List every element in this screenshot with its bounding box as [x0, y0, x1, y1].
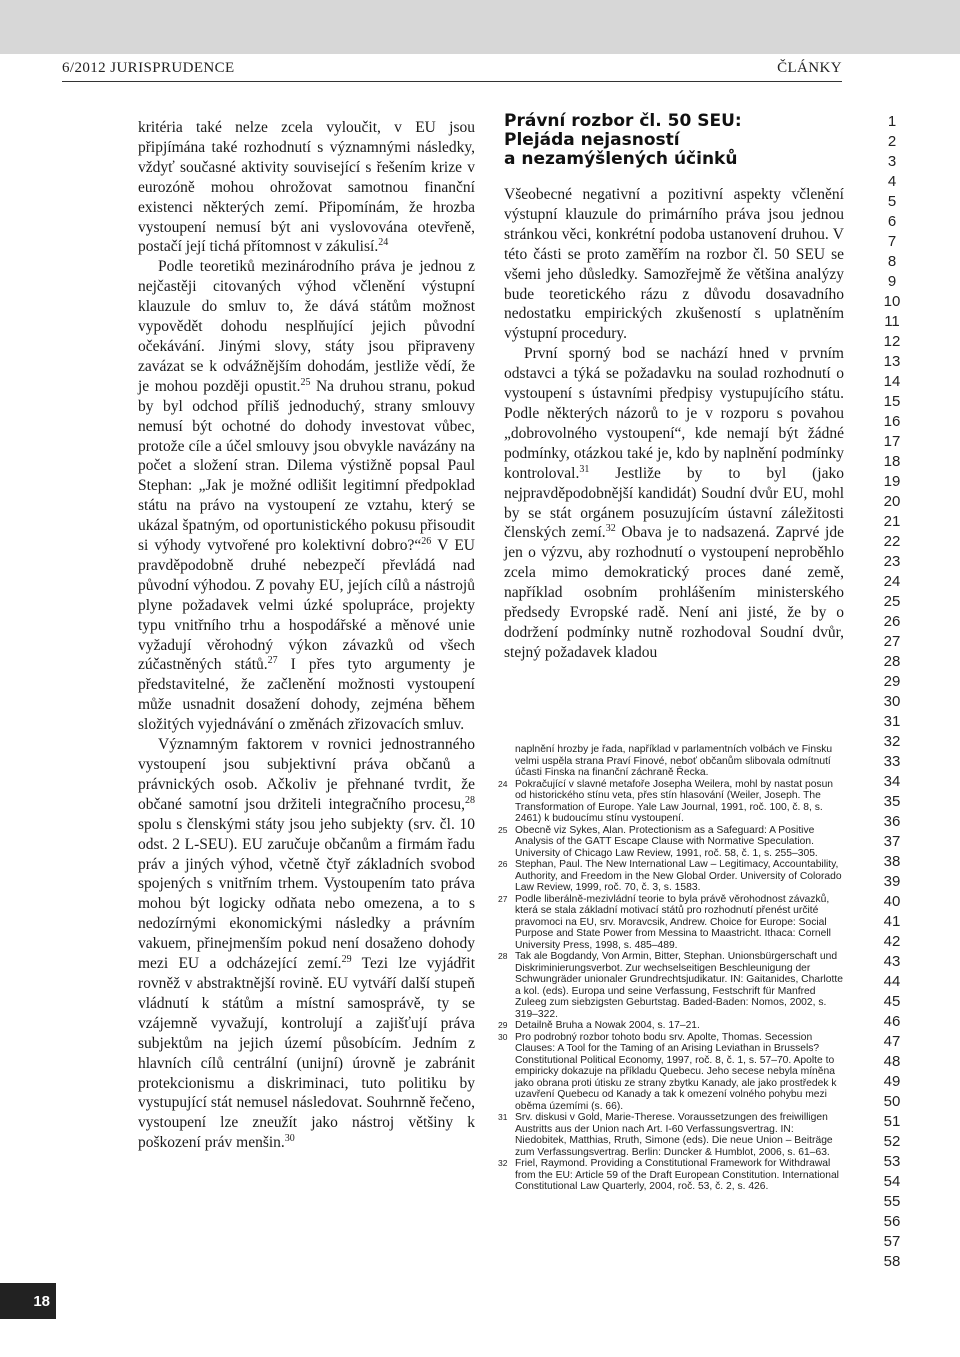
line-number: 45	[883, 993, 901, 1010]
section-heading	[504, 112, 844, 169]
line-number: 58	[883, 1253, 901, 1270]
footnote	[498, 1020, 844, 1032]
line-number: 20	[883, 493, 901, 510]
footnote-text: Friel, Raymond. Providing a Constitutional Framework for Withdrawal from the EU: Article 59 of the Draft European Constitution. International Constitutional Law Quarterly, 2004, roč. 53, č. 2, s. 426.	[515, 1158, 839, 1192]
line-number: 26	[883, 613, 901, 630]
line-number: 28	[883, 653, 901, 670]
footnote-text: Pro podrobný rozbor tohoto bodu srv. Apolte, Thomas. Secession Clauses: A Tool for the Taming of an Arising Leviathan in Brussels? Constitutional Political Economy, 1997, roč. 8, č. 1, s. 57–70. Apolte to empiricky dokazuje na příkladu Quebecu. Jeho secese nebyla míněna jako obrana proti útisku ze strany zbytku Kanady, ale jako prostředek k uzavření Quebecu od Kanady a tak k omezení volného pohybu mezi oběma územími (s. 66).	[515, 1031, 837, 1112]
line-number: 57	[883, 1233, 901, 1250]
footnote-number: 30	[498, 1031, 508, 1042]
paragraph	[504, 185, 844, 344]
footnote-text: Detailně Bruha a Nowak 2004, s. 17–21.	[515, 1020, 700, 1031]
footnote-number: 32	[498, 1158, 508, 1168]
left-column	[138, 118, 475, 1153]
footnote	[498, 825, 844, 860]
line-number: 13	[883, 353, 901, 370]
line-number: 50	[883, 1093, 901, 1110]
line-number: 49	[883, 1073, 901, 1090]
footnote-number: 29	[498, 1020, 508, 1030]
paragraph-text: spolu s členskými státy jsou jeho subjekty (srv. čl. 10 odst. 2 L-SEU). EU zaručuje občanům a firmám řadu práv a jiných výhod, včetně čtyř základních svobod spojených s vnitřním trhem. Vystoupením tato práva mohou být logicky odňata nebo omezena, a to s nedozírnými ekonomickými následky a právním vakuem, přinejmenším pokud není dosaženo dohody mezi EU a odcházející zemí.	[138, 815, 475, 973]
top-bar	[0, 0, 960, 54]
header-rule	[62, 81, 842, 82]
paragraph-text: kritéria také nelze zcela vyloučit, v EU jsou připjímána také rozhodnutí s významnými následky, vždyť současné aktivity související s řešením krize v eurozóně mohou ohrožovat samotnou finanční existenci některých zemí. Připomínám, že hrozba vystoupení nemusí být ani vyslovována otevřeně, postačí její tichá přítomnost v zákulisí.	[138, 119, 475, 256]
line-number: 31	[883, 713, 901, 730]
paragraph-text: Jestliže by to byl (jako nejpravděpodobnější kandidát) Soudní dvůr EU, mohl by se stát orgánem posuzujícím ústavní záležitosti členských zemí.	[504, 464, 844, 542]
line-number: 53	[883, 1153, 901, 1170]
line-number: 27	[883, 633, 901, 650]
footnote-reference[interactable]: 27	[267, 655, 278, 667]
line-number: 36	[883, 813, 901, 830]
line-number: 37	[883, 833, 901, 850]
line-number: 5	[887, 193, 897, 210]
page-number-tab	[0, 1283, 56, 1319]
line-number: 1	[887, 113, 897, 130]
paragraph	[138, 257, 475, 735]
footnote-number: 28	[498, 951, 508, 961]
line-numbers	[872, 112, 912, 1272]
line-number: 8	[887, 253, 897, 270]
line-number: 14	[883, 373, 901, 390]
section-heading-line: a nezamýšlených účinků	[504, 149, 738, 169]
line-number: 11	[884, 313, 900, 330]
footnote-text: naplnění hrozby je řada, například v parlamentních volbách ve Finsku velmi uspěla strana Praví Finové, neboť občanům slibovala odmítnutí účasti Finska na finanční záchraně Řecka.	[515, 744, 833, 778]
footnote	[498, 951, 844, 1020]
footnote-text: Obecně viz Sykes, Alan. Protectionism as a Safeguard: A Positive Analysis of the GATT Escape Clause with Normative Speculation. University of Chicago Law Review, 1991, roč. 58, č. 1, s. 255–305.	[515, 824, 818, 859]
line-number: 24	[883, 573, 901, 590]
footnote-reference[interactable]: 29	[341, 953, 352, 965]
section-header: ČLÁNKY	[777, 60, 842, 76]
right-column	[504, 112, 844, 663]
line-number: 6	[887, 213, 897, 230]
footnotes	[498, 744, 844, 1193]
paragraph	[138, 735, 475, 1153]
line-number: 38	[883, 853, 901, 870]
footnote	[498, 1112, 844, 1158]
paragraph-text: V EU pravděpodobně druhé nebezpečí převládá nad původní výhodou. Z povahy EU, jejích cílů a nástrojů plyne požadavek velmi úzké spolupráce, projekty typu vnitřního trhu a hospodářské a měnové unie vyžadují věrohodný výkon závazků od všech zúčastněných států.	[138, 537, 475, 674]
paragraph-text: Významným faktorem v rovnici jednostranného vystoupení jsou subjektivní práva občanů a právnických osob. Ačkoliv je přehnané tvrdit, že občané samotní jsou držiteli integračního procesu,	[138, 736, 475, 813]
footnote-reference[interactable]: 26	[421, 535, 432, 547]
footnote	[498, 894, 844, 952]
line-number: 17	[883, 433, 901, 450]
line-number: 56	[883, 1213, 901, 1230]
line-number: 25	[883, 593, 901, 610]
footnote-number: 27	[498, 893, 508, 904]
line-number: 39	[883, 873, 901, 890]
line-number: 54	[883, 1173, 901, 1190]
line-number: 43	[883, 953, 901, 970]
footnote-reference[interactable]: 30	[284, 1133, 295, 1145]
footnote-reference[interactable]: 32	[605, 523, 616, 535]
footnote-number: 26	[498, 859, 508, 869]
section-heading-line: Plejáda nejasností	[504, 130, 680, 150]
line-number: 29	[883, 673, 901, 690]
line-number: 51	[883, 1113, 901, 1130]
line-number: 42	[883, 933, 901, 950]
footnote-reference[interactable]: 28	[465, 794, 475, 806]
footnote-text: Stephan, Paul. The New International Law – Legitimacy, Accountability, Authority, and Freedom in the New Global Order. University of Colorado Law Review, 1999, roč. 70, č. 3, s. 1583.	[515, 859, 842, 893]
line-number: 40	[883, 893, 901, 910]
line-number: 10	[883, 293, 901, 310]
footnote-text: Srv. diskusi v Gold, Marie-Therese. Voraussetzungen des freiwilligen Austritts aus der Union nach Art. I-60 Verfassungsvertrag. IN: Niedobitek, Matthias, Rruth, Simone (eds). Die neue Union – Beiträge zum Verfassungsvertrag. Berlin: Duncker & Humblot, 2006, s. 61–63.	[515, 1112, 833, 1158]
line-number: 2	[887, 133, 897, 150]
paragraph	[138, 118, 475, 257]
line-number: 32	[883, 733, 901, 750]
footnote-number	[498, 744, 515, 779]
footnote-text: Tak ale Bogdandy, Von Armin, Bitter, Stephan. Unionsbürgerschaft und Diskriminierungsverbot. Zur wechselseitigen Beschleunigung der Schwungräder unionaler Grundrechtsjudikatur. IN: Gaitanides, Charlotte a kol. (eds). Europa und seine Verfassung, Festschrift für Manfred Zuleeg zum siebzigsten Geburtstag. Baded-Baden: Nomos, 2002, s. 319–322.	[515, 951, 843, 1020]
footnote	[498, 744, 844, 779]
line-number: 7	[887, 233, 897, 250]
line-number: 34	[883, 773, 901, 790]
footnote	[498, 1032, 844, 1113]
line-number: 48	[883, 1053, 901, 1070]
line-number: 47	[883, 1033, 901, 1050]
line-number: 4	[887, 173, 897, 190]
line-number: 18	[883, 453, 901, 470]
line-number: 41	[883, 913, 901, 930]
line-number: 21	[883, 513, 901, 530]
line-number: 30	[883, 693, 901, 710]
journal-header: 6/2012 JURISPRUDENCE	[62, 60, 235, 76]
footnote	[498, 779, 844, 825]
line-number: 23	[883, 553, 901, 570]
line-number: 55	[883, 1193, 901, 1210]
line-number: 9	[887, 273, 897, 290]
paragraph-text: Tezi lze vyjádřit rovněž v abstraktnější rovině. EU vytváří další stupeň vládnutí k státům a místní samosprávě, ty se vzájemně vyvažují, kontrolují a zajišťují práva subjektům na jejich území působícím. Jedním z hlavních cílů centrální (unijní) úrovně je zabránit protekcionismu a diskriminaci, tuto politiku by vystupující stát nemusel následovat. Souhrnně řečeno, vystoupení lze zneužít jako nástroj většiny k poškození práv menšin.	[138, 955, 476, 1152]
line-number: 22	[883, 533, 901, 550]
paragraph	[504, 344, 844, 663]
paragraph-text: Všeobecné negativní a pozitivní aspekty včlenění výstupní klauzule do primárního práva jsou jednou stránkou věci, konkrétní podoba ustanovení druhou. V této části se proto zaměřím na rozbor čl. 50 SEU se všemi jeho důsledky. Samozřejmě že většina analýzy bude teoretického rázu z důvodu dosavadního nedostatku empirických zkušeností s uplatněním výstupní procedury.	[504, 186, 844, 343]
paragraph-text: Obava je to nadsazená. Zaprvé jde jen o výzvu, aby rozhodnutí o vystoupení neproběhlo zcela mimo demokratický proces dané země, například osobním prohlášením ministerského předsedy Evropské radě. Není ani jisté, že by o dodržení podmínky nutně rozhodoval Soudní dvůr, stejný požadavek kladou	[504, 524, 844, 661]
section-heading-line: Právní rozbor čl. 50 SEU:	[504, 111, 742, 131]
footnote-number: 31	[498, 1112, 508, 1122]
line-number: 46	[883, 1013, 901, 1030]
page-number: 18	[33, 1292, 50, 1310]
footnote-text: Podle liberálně-mezivládní teorie to byla právě věrohodnost závazků, která se stala základní motivací států pro rozhodnutí přenést určité pravomoci na EU, srv. Moravcsik, Andrew. Choice for Europe: Social Purpose and State Power from Messina to Maastricht. Ithaca: Cornell University Press, 1998, s. 485–489.	[515, 893, 831, 951]
line-number: 52	[883, 1133, 901, 1150]
line-number: 15	[883, 393, 901, 410]
footnote-reference[interactable]: 31	[579, 463, 590, 475]
paragraph-text: Na druhou stranu, pokud by byl odchod příliš jednoduchý, strany smlouvy nemusí být ochotné do dohody investovat vůbec, protože cíle a účel smlouvy jsou obvykle navázány na počet a složení stran. Dilema výstižně popsal Paul Stephan: „Jak je možné odlišit legitimní předpoklad státu na právo na vystoupení ze vztahu, který se ukázal špatným, od oportunistického pokusu přisoudit si výhody vytvořené pro kolektivní dobro?“	[138, 377, 475, 555]
line-number: 16	[883, 413, 901, 430]
footnote	[498, 1158, 844, 1193]
footnote-number: 25	[498, 824, 508, 835]
right-column-body	[504, 185, 844, 663]
line-number: 3	[887, 153, 897, 170]
line-number: 33	[883, 753, 901, 770]
footnote-number: 24	[498, 778, 508, 789]
footnote	[498, 859, 844, 894]
paragraph-text: První sporný bod se nachází hned v prvním odstavci a týká se požadavku na soulad rozhodnutí o vystoupení s ústavními předpisy vystupujícího státu. Podle některých názorů to je v rozporu s povahou „dobrovolného vystoupení“, kde nemají být žádné podmínky, otázkou také je, kdo by naplnění podmínky kontroloval.	[504, 345, 844, 482]
line-number: 19	[883, 473, 901, 490]
line-number: 12	[883, 333, 901, 350]
paragraph-text: Podle teoretiků mezinárodního práva je jednou z nejčastěji citovaných výhod včlenění výstupní klauzule do smluv to, že dává státům možnost vypovědět dohodu nesplňující jejich původní očekávání. Jinými slovy, státy jsou připraveny zavázat se k odvážnějším dohodám, jestliže vědí, že je mohou později opustit.	[138, 258, 475, 395]
footnote-text: Pokračující v slavné metafoře Josepha Weilera, mohl by nastat posun od historického stínu veta, přes stín hlasování (Weiler, Joseph. The Transformation of Europe. Yale Law Journal, 1991, roč. 100, č. 8, s. 2461) k budoucímu stínu vystoupení.	[515, 778, 834, 824]
line-number: 35	[883, 793, 901, 810]
footnote-reference[interactable]: 25	[300, 376, 311, 388]
line-number: 44	[883, 973, 901, 990]
paragraph-text: I přes tyto argumenty je představitelné, že začlenění možnosti vystoupení může usnadnit dosažení dohody, zejména během složitých vyjednávání o změnách zřizovacích smluv.	[138, 656, 475, 734]
footnote-reference[interactable]: 24	[378, 237, 389, 249]
